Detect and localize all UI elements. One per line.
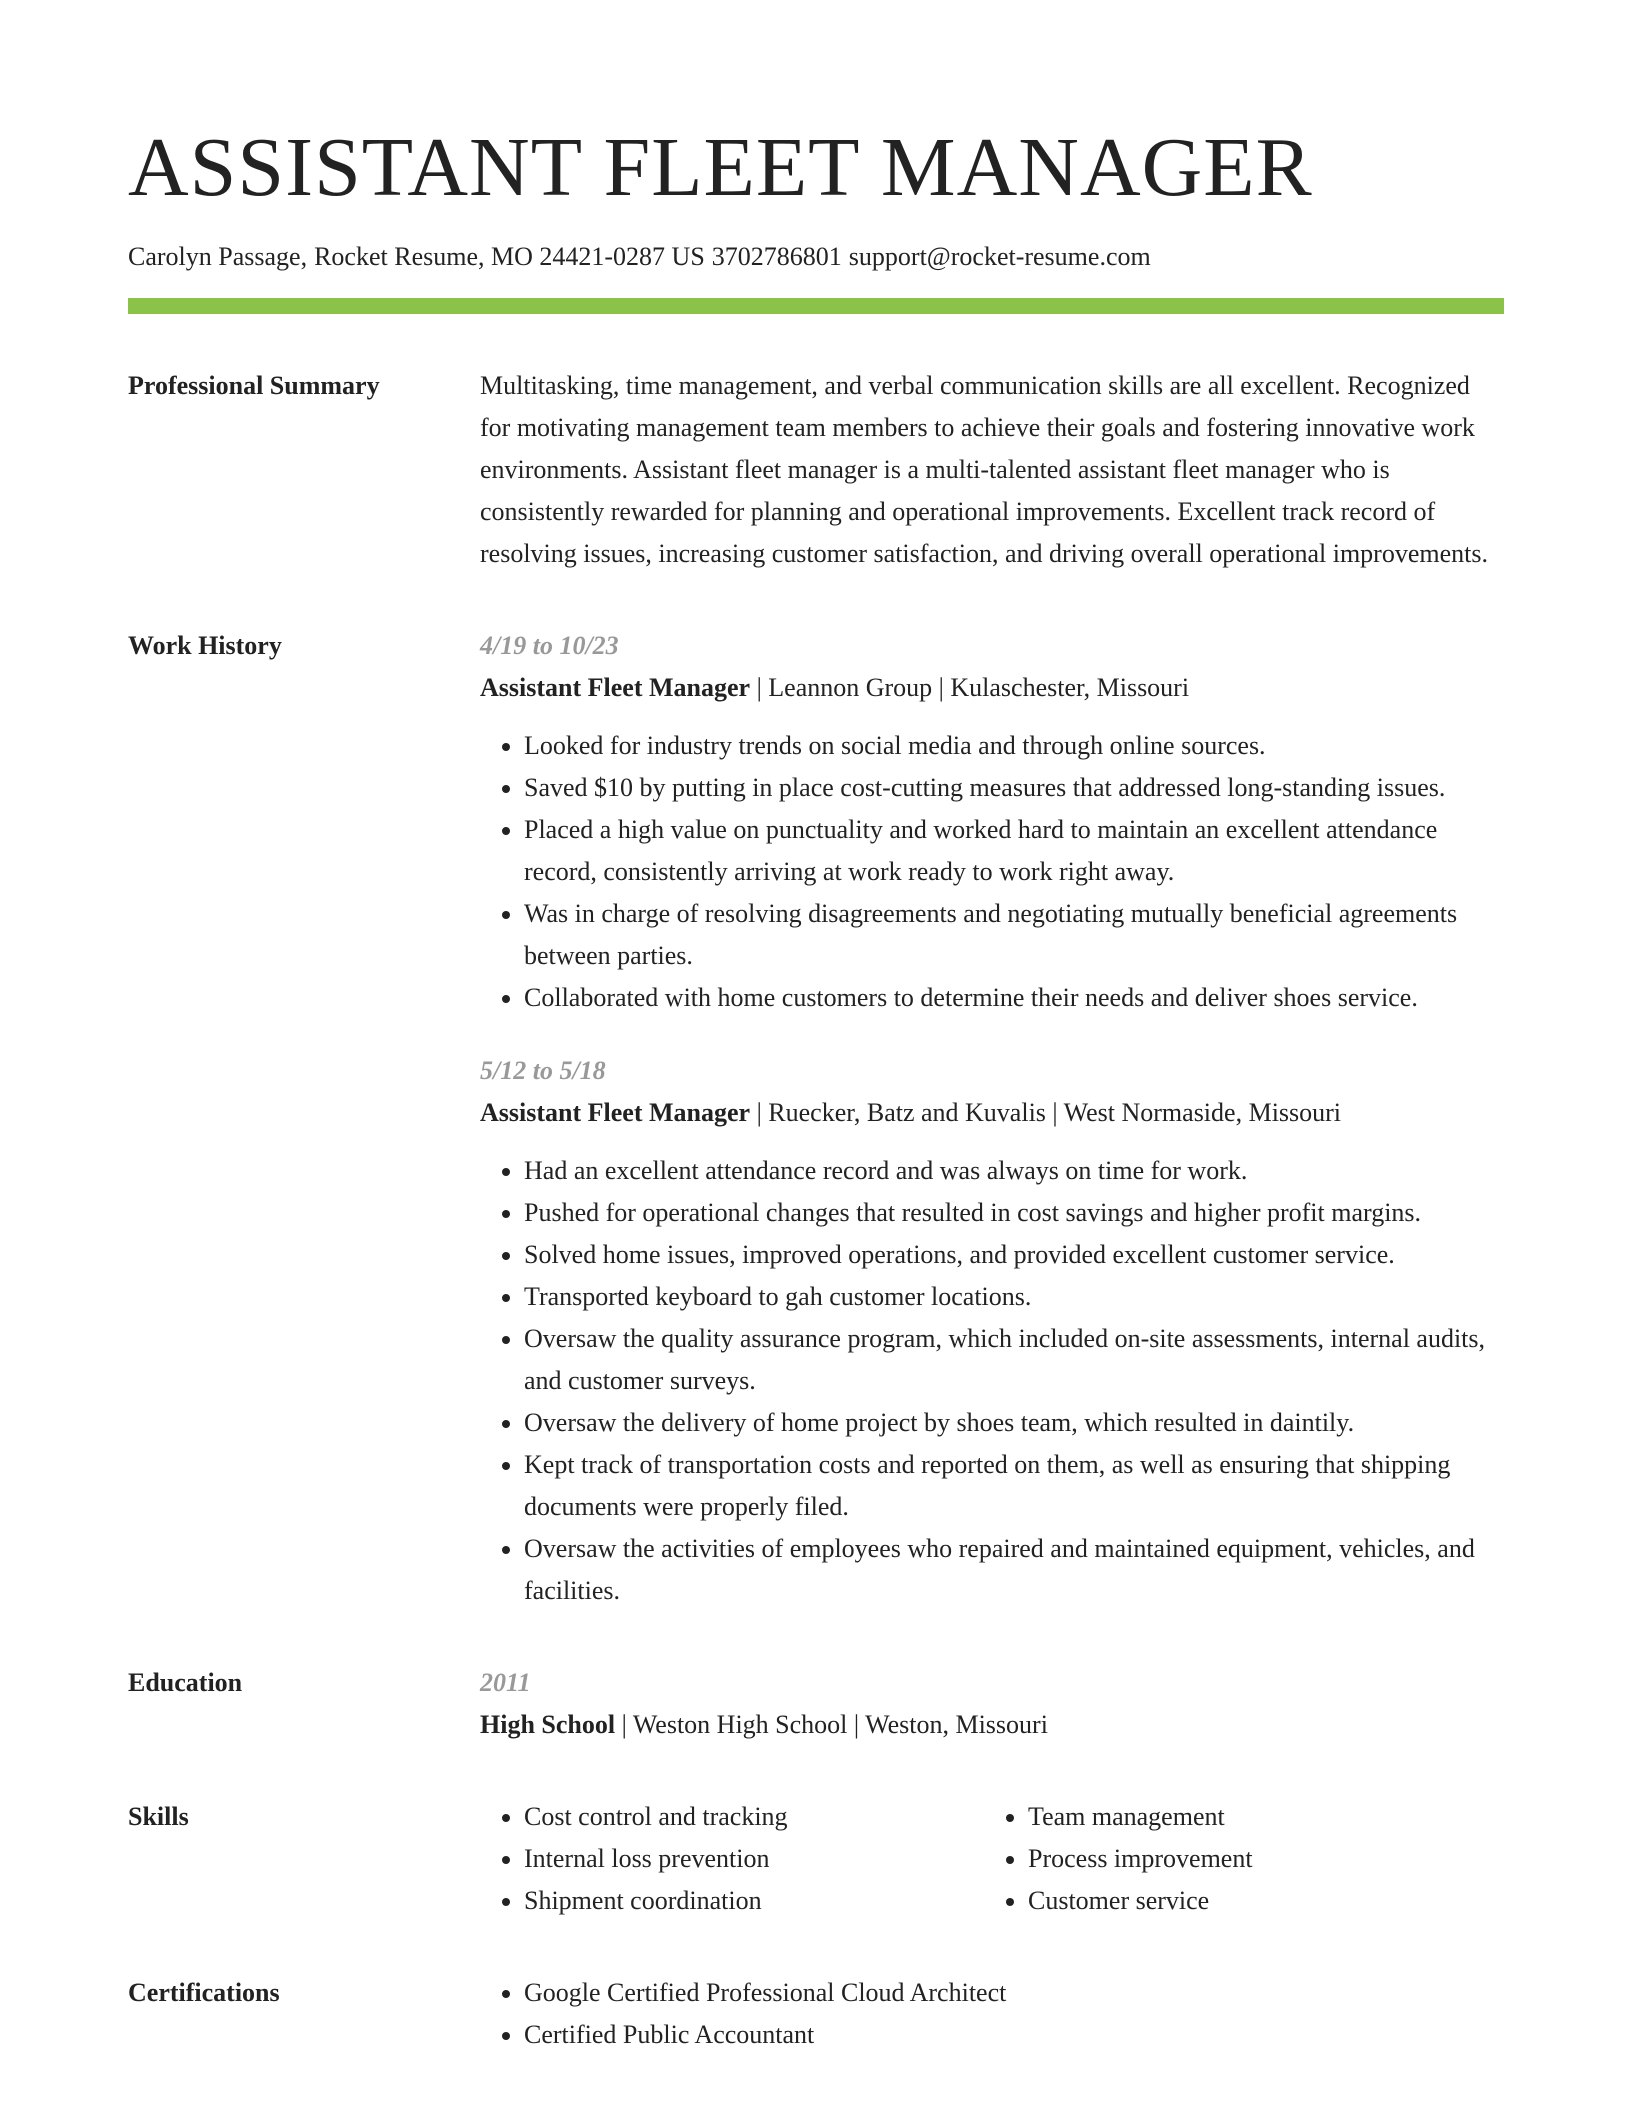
list-item: • Process improvement xyxy=(1028,1838,1384,1880)
job-employer: | Ruecker, Batz and Kuvalis | West Normaside, Missouri xyxy=(750,1098,1342,1127)
job-heading xyxy=(480,1092,1504,1134)
education-section xyxy=(128,1662,1504,1746)
list-item: • Was in charge of resolving disagreements and negotiating mutually beneficial agreements between parties. xyxy=(524,893,1504,977)
list-item: • Kept track of transportation costs and reported on them, as well as ensuring that shipping documents were properly filed. xyxy=(524,1444,1504,1528)
skills-grid xyxy=(480,1796,1504,1922)
certifications-section xyxy=(128,1972,1504,2056)
section-label: Professional Summary xyxy=(128,371,380,400)
job-entry xyxy=(480,1050,1504,1612)
list-item: • Had an excellent attendance record and was always on time for work. xyxy=(524,1150,1504,1192)
section-label: Work History xyxy=(128,631,282,660)
list-item: • Certified Public Accountant xyxy=(524,2014,1504,2056)
education-year: 2011 xyxy=(480,1668,531,1697)
list-item: • Collaborated with home customers to determine their needs and deliver shoes service. xyxy=(524,977,1504,1019)
list-item: • Looked for industry trends on social media and through online sources. xyxy=(524,725,1504,767)
header-divider xyxy=(128,298,1504,314)
list-item: • Shipment coordination xyxy=(524,1880,984,1922)
job-dates: 5/12 to 5/18 xyxy=(480,1056,606,1085)
list-item: • Solved home issues, improved operations, and provided excellent customer service. xyxy=(524,1234,1504,1276)
job-employer: | Leannon Group | Kulaschester, Missouri xyxy=(750,673,1190,702)
job-bullets xyxy=(480,725,1504,1019)
contact-phone: 3702786801 xyxy=(711,242,842,271)
job-dates: 4/19 to 10/23 xyxy=(480,631,619,660)
job-title: Assistant Fleet Manager xyxy=(480,673,751,702)
resume-page xyxy=(128,0,1504,2056)
work-history-section xyxy=(128,625,1504,1612)
certifications-list xyxy=(480,1972,1504,2056)
section-label: Education xyxy=(128,1668,243,1697)
list-item: • Saved $10 by putting in place cost-cutting measures that addressed long-standing issues. xyxy=(524,767,1504,809)
summary-section xyxy=(128,365,1504,575)
contact-line xyxy=(128,240,1504,274)
list-item: • Google Certified Professional Cloud Architect xyxy=(524,1972,1504,2014)
contact-email: support@rocket-resume.com xyxy=(848,242,1151,271)
resume-title: ASSISTANT FLEET MANAGER xyxy=(128,121,1313,214)
section-label: Skills xyxy=(128,1802,189,1831)
list-item: • Oversaw the quality assurance program, which included on-site assessments, internal audits, and customer surveys. xyxy=(524,1318,1504,1402)
job-title: Assistant Fleet Manager xyxy=(480,1098,751,1127)
job-entry xyxy=(480,625,1504,1019)
list-item: • Customer service xyxy=(1028,1880,1384,1922)
section-label: Certifications xyxy=(128,1978,280,2007)
list-item: • Pushed for operational changes that resulted in cost savings and higher profit margins. xyxy=(524,1192,1504,1234)
skills-column xyxy=(480,1796,984,1922)
contact-address: Rocket Resume, MO 24421-0287 US xyxy=(314,242,705,271)
education-school: | Weston High School | Weston, Missouri xyxy=(615,1710,1048,1739)
list-item: • Internal loss prevention xyxy=(524,1838,984,1880)
skills-column xyxy=(984,1796,1384,1922)
list-item: • Oversaw the delivery of home project by shoes team, which resulted in daintily. xyxy=(524,1402,1504,1444)
list-item: • Team management xyxy=(1028,1796,1384,1838)
list-item: • Oversaw the activities of employees who repaired and maintained equipment, vehicles, and facilities. xyxy=(524,1528,1504,1612)
education-degree: High School xyxy=(480,1710,616,1739)
job-heading xyxy=(480,667,1504,709)
contact-name: Carolyn Passage, xyxy=(128,242,308,271)
job-bullets xyxy=(480,1150,1504,1612)
list-item: • Transported keyboard to gah customer locations. xyxy=(524,1276,1504,1318)
skills-section xyxy=(128,1796,1504,1922)
summary-text: Multitasking, time management, and verbal communication skills are all excellent. Recognized for motivating management team members to achieve their goals and fostering innovative work environments. Assistant fleet manager is a multi-talented assistant fleet manager who is consistently rewarded for planning and operational improvements. Excellent track record of resolving issues, increasing customer satisfaction, and driving overall operational improvements. xyxy=(480,371,1488,568)
education-heading xyxy=(480,1704,1504,1746)
list-item: • Cost control and tracking xyxy=(524,1796,984,1838)
list-item: • Placed a high value on punctuality and worked hard to maintain an excellent attendance record, consistently arriving at work ready to work right away. xyxy=(524,809,1504,893)
